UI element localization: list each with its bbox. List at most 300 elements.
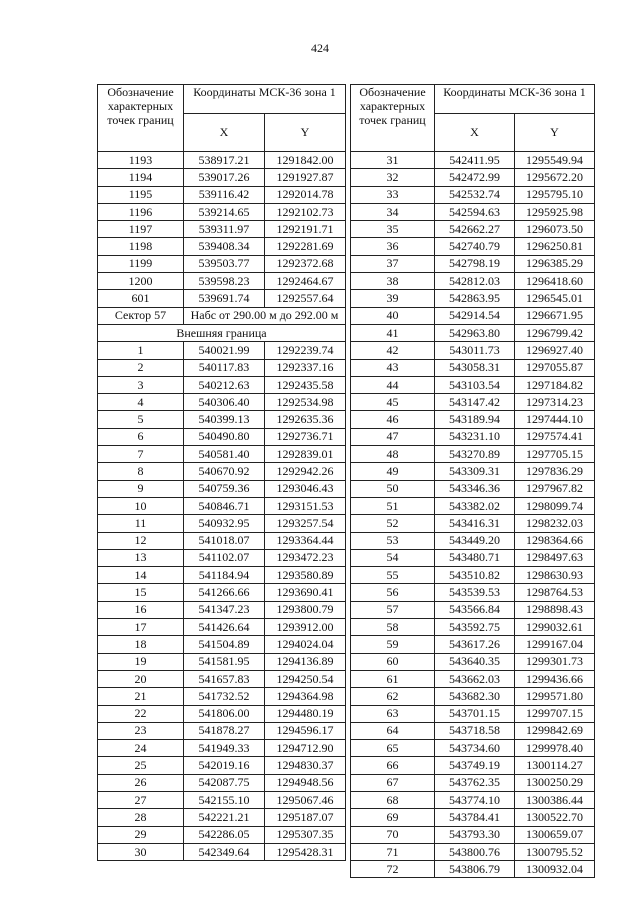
- point-number: 65: [351, 740, 435, 757]
- table-row: [351, 619, 595, 636]
- sector-value: Набс от 290.00 м до 292.00 м: [184, 307, 346, 324]
- y-value: 1295672.20: [515, 169, 595, 186]
- point-number: 63: [351, 705, 435, 722]
- y-value: 1296799.42: [515, 324, 595, 341]
- table-row: [351, 394, 595, 411]
- point-number: 15: [98, 584, 184, 601]
- x-value: 541426.64: [184, 619, 265, 636]
- x-value: 543718.58: [435, 722, 515, 739]
- y-value: 1296073.50: [515, 221, 595, 238]
- x-value: 540759.36: [184, 480, 265, 497]
- point-number: 58: [351, 619, 435, 636]
- y-value: 1293257.54: [265, 515, 346, 532]
- table-row: [351, 376, 595, 393]
- table-row: [98, 342, 346, 359]
- point-number: 64: [351, 722, 435, 739]
- table-row: [351, 238, 595, 255]
- table-row: [98, 549, 346, 566]
- x-value: 541347.23: [184, 601, 265, 618]
- point-number: 47: [351, 428, 435, 445]
- table-row: [351, 497, 595, 514]
- y-value: 1296385.29: [515, 255, 595, 272]
- x-value: 539408.34: [184, 238, 265, 255]
- table-row: [351, 290, 595, 307]
- y-value: 1297444.10: [515, 411, 595, 428]
- table-row: [351, 826, 595, 843]
- table-row: [351, 203, 595, 220]
- point-number: 16: [98, 601, 184, 618]
- y-value: 1295067.46: [265, 791, 346, 808]
- point-number: 19: [98, 653, 184, 670]
- y-value: 1297967.82: [515, 480, 595, 497]
- y-value: 1297705.15: [515, 446, 595, 463]
- x-value: 543800.76: [435, 843, 515, 860]
- point-number: 33: [351, 186, 435, 203]
- point-number: 54: [351, 549, 435, 566]
- table-row: [351, 843, 595, 860]
- table-row: [98, 411, 346, 428]
- table-row: [98, 843, 346, 860]
- table-row: [98, 515, 346, 532]
- y-value: 1300522.70: [515, 809, 595, 826]
- point-number: 28: [98, 809, 184, 826]
- y-value: 1297055.87: [515, 359, 595, 376]
- y-value: 1298099.74: [515, 497, 595, 514]
- table-row: [98, 567, 346, 584]
- point-number: 37: [351, 255, 435, 272]
- table-row: [98, 705, 346, 722]
- x-value: 539503.77: [184, 255, 265, 272]
- y-value: 1294024.04: [265, 636, 346, 653]
- x-value: 541504.89: [184, 636, 265, 653]
- point-number: 17: [98, 619, 184, 636]
- x-value: 542472.99: [435, 169, 515, 186]
- sector-label: Сектор 57: [98, 307, 184, 324]
- y-value: 1292102.73: [265, 203, 346, 220]
- y-value: 1292635.36: [265, 411, 346, 428]
- y-value: 1299842.69: [515, 722, 595, 739]
- point-number: 1195: [98, 186, 184, 203]
- point-number: 57: [351, 601, 435, 618]
- table-row: [98, 238, 346, 255]
- x-value: 543592.75: [435, 619, 515, 636]
- point-number: 39: [351, 290, 435, 307]
- y-value: 1294364.98: [265, 688, 346, 705]
- table-row: [351, 324, 595, 341]
- table-row: [98, 255, 346, 272]
- x-value: 538917.21: [184, 152, 265, 169]
- x-value: 543617.26: [435, 636, 515, 653]
- point-number: 72: [351, 861, 435, 878]
- table-row: [98, 169, 346, 186]
- coordinates-header: Координаты МСК-36 зона 1: [184, 85, 346, 114]
- y-value: 1294136.89: [265, 653, 346, 670]
- y-value: 1292839.01: [265, 446, 346, 463]
- table-row: [98, 670, 346, 687]
- point-number: 5: [98, 411, 184, 428]
- y-value: 1293800.79: [265, 601, 346, 618]
- point-number: 69: [351, 809, 435, 826]
- point-number: 52: [351, 515, 435, 532]
- table-row: [351, 809, 595, 826]
- table-row: [98, 394, 346, 411]
- x-value: 542812.03: [435, 273, 515, 290]
- table-row: [351, 757, 595, 774]
- point-number: 55: [351, 567, 435, 584]
- x-value: 543566.84: [435, 601, 515, 618]
- table-row: [98, 619, 346, 636]
- y-value: 1294830.37: [265, 757, 346, 774]
- point-number: 61: [351, 670, 435, 687]
- y-value: 1292337.16: [265, 359, 346, 376]
- x-value: 543662.03: [435, 670, 515, 687]
- point-number: 46: [351, 411, 435, 428]
- point-number: 2: [98, 359, 184, 376]
- point-number: 21: [98, 688, 184, 705]
- table-row: [351, 411, 595, 428]
- x-value: 543762.35: [435, 774, 515, 791]
- y-value: 1299707.15: [515, 705, 595, 722]
- x-value: 542019.16: [184, 757, 265, 774]
- x-value: 542349.64: [184, 843, 265, 860]
- table-row: [351, 861, 595, 878]
- x-value: 540212.63: [184, 376, 265, 393]
- point-number: 66: [351, 757, 435, 774]
- point-number: 42: [351, 342, 435, 359]
- outer-border-label: Внешняя граница: [98, 324, 346, 341]
- x-value: 542798.19: [435, 255, 515, 272]
- y-value: 1292191.71: [265, 221, 346, 238]
- x-value: 542221.21: [184, 809, 265, 826]
- x-value: 539311.97: [184, 221, 265, 238]
- x-value: 539214.65: [184, 203, 265, 220]
- point-number: 22: [98, 705, 184, 722]
- y-value: 1298232.03: [515, 515, 595, 532]
- table-row: [351, 428, 595, 445]
- x-value: 541732.52: [184, 688, 265, 705]
- point-number: 23: [98, 722, 184, 739]
- x-value: 541102.07: [184, 549, 265, 566]
- y-value: 1299436.66: [515, 670, 595, 687]
- header-row: [351, 85, 595, 114]
- y-value: 1292736.71: [265, 428, 346, 445]
- x-value: 542532.74: [435, 186, 515, 203]
- x-value: 543011.73: [435, 342, 515, 359]
- y-value: 1296671.95: [515, 307, 595, 324]
- y-value: 1298364.66: [515, 532, 595, 549]
- x-value: 541657.83: [184, 670, 265, 687]
- point-number: 601: [98, 290, 184, 307]
- x-value: 540932.95: [184, 515, 265, 532]
- point-number: 70: [351, 826, 435, 843]
- table-row: [98, 221, 346, 238]
- point-number: 1: [98, 342, 184, 359]
- x-value: 540306.40: [184, 394, 265, 411]
- y-value: 1293472.23: [265, 549, 346, 566]
- point-number: 59: [351, 636, 435, 653]
- point-number: 1194: [98, 169, 184, 186]
- x-value: 542863.95: [435, 290, 515, 307]
- table-row: [351, 653, 595, 670]
- designation-header: Обозначение характерных точек границ: [351, 85, 435, 152]
- table-row: [351, 169, 595, 186]
- table-row: [351, 549, 595, 566]
- x-value: 543784.41: [435, 809, 515, 826]
- point-number: 41: [351, 324, 435, 341]
- y-value: 1300795.52: [515, 843, 595, 860]
- y-value: 1295795.10: [515, 186, 595, 203]
- table-row: [98, 497, 346, 514]
- point-number: 20: [98, 670, 184, 687]
- point-number: 6: [98, 428, 184, 445]
- point-number: 26: [98, 774, 184, 791]
- y-value: 1296927.40: [515, 342, 595, 359]
- table-row: [98, 532, 346, 549]
- point-number: 4: [98, 394, 184, 411]
- x-value: 543382.02: [435, 497, 515, 514]
- y-value: 1300114.27: [515, 757, 595, 774]
- x-value: 543510.82: [435, 567, 515, 584]
- y-value: 1295428.31: [265, 843, 346, 860]
- x-value: 542914.54: [435, 307, 515, 324]
- x-value: 543058.31: [435, 359, 515, 376]
- table-row: [98, 446, 346, 463]
- table-row: [98, 826, 346, 843]
- x-value: 539598.23: [184, 273, 265, 290]
- point-number: 9: [98, 480, 184, 497]
- point-number: 40: [351, 307, 435, 324]
- table-row: [98, 757, 346, 774]
- table-row: [351, 463, 595, 480]
- right-coordinates-table: [350, 84, 595, 878]
- y-value: 1292372.68: [265, 255, 346, 272]
- x-value: 543103.54: [435, 376, 515, 393]
- table-row: [98, 203, 346, 220]
- y-value: 1292557.64: [265, 290, 346, 307]
- x-value: 543793.30: [435, 826, 515, 843]
- point-number: 11: [98, 515, 184, 532]
- table-row: [98, 584, 346, 601]
- point-number: 34: [351, 203, 435, 220]
- table-row: [351, 273, 595, 290]
- y-value: 1300386.44: [515, 791, 595, 808]
- x-value: 543539.53: [435, 584, 515, 601]
- y-value: 1294480.19: [265, 705, 346, 722]
- y-value: 1298630.93: [515, 567, 595, 584]
- y-value: 1295187.07: [265, 809, 346, 826]
- table-row: [351, 515, 595, 532]
- table-row: [98, 428, 346, 445]
- y-value: 1297184.82: [515, 376, 595, 393]
- point-number: 35: [351, 221, 435, 238]
- point-number: 18: [98, 636, 184, 653]
- table-row: [98, 480, 346, 497]
- page-number: 424: [311, 41, 329, 55]
- designation-header: Обозначение характерных точек границ: [98, 85, 184, 152]
- table-row: [351, 221, 595, 238]
- point-number: 44: [351, 376, 435, 393]
- point-number: 1196: [98, 203, 184, 220]
- table-row: [98, 273, 346, 290]
- y-value: 1293912.00: [265, 619, 346, 636]
- table-row: [98, 809, 346, 826]
- point-number: 48: [351, 446, 435, 463]
- x-value: 539116.42: [184, 186, 265, 203]
- table-row: [98, 791, 346, 808]
- table-row: [351, 601, 595, 618]
- table-row: [98, 636, 346, 653]
- point-number: 12: [98, 532, 184, 549]
- table-row: [98, 740, 346, 757]
- point-number: 60: [351, 653, 435, 670]
- table-row: [351, 688, 595, 705]
- x-value: 542594.63: [435, 203, 515, 220]
- y-value: 1292014.78: [265, 186, 346, 203]
- y-value: 1292281.69: [265, 238, 346, 255]
- table-row: [351, 567, 595, 584]
- x-header: X: [184, 114, 265, 152]
- x-value: 542411.95: [435, 152, 515, 169]
- x-value: 542740.79: [435, 238, 515, 255]
- y-value: 1292435.58: [265, 376, 346, 393]
- y-header: Y: [265, 114, 346, 152]
- x-value: 540490.80: [184, 428, 265, 445]
- point-number: 24: [98, 740, 184, 757]
- x-value: 541581.95: [184, 653, 265, 670]
- y-value: 1299167.04: [515, 636, 595, 653]
- table-row: [351, 705, 595, 722]
- point-number: 51: [351, 497, 435, 514]
- y-value: 1300659.07: [515, 826, 595, 843]
- y-value: 1295307.35: [265, 826, 346, 843]
- point-number: 50: [351, 480, 435, 497]
- x-value: 543449.20: [435, 532, 515, 549]
- y-value: 1300932.04: [515, 861, 595, 878]
- table-row: [351, 670, 595, 687]
- outer-border-row: [98, 324, 346, 341]
- y-value: 1293580.89: [265, 567, 346, 584]
- table-row: [98, 653, 346, 670]
- x-value: 543701.15: [435, 705, 515, 722]
- table-row: [98, 722, 346, 739]
- x-value: 543270.89: [435, 446, 515, 463]
- x-value: 541266.66: [184, 584, 265, 601]
- x-value: 540581.40: [184, 446, 265, 463]
- point-number: 45: [351, 394, 435, 411]
- y-value: 1293690.41: [265, 584, 346, 601]
- x-value: 543640.35: [435, 653, 515, 670]
- y-value: 1298497.63: [515, 549, 595, 566]
- table-row: [351, 307, 595, 324]
- x-value: 541878.27: [184, 722, 265, 739]
- table-row: [98, 601, 346, 618]
- y-value: 1294250.54: [265, 670, 346, 687]
- x-value: 543734.60: [435, 740, 515, 757]
- table-row: [98, 186, 346, 203]
- x-value: 542286.05: [184, 826, 265, 843]
- x-value: 540846.71: [184, 497, 265, 514]
- table-row: [98, 688, 346, 705]
- x-value: 541184.94: [184, 567, 265, 584]
- point-number: 71: [351, 843, 435, 860]
- table-row: [351, 186, 595, 203]
- point-number: 38: [351, 273, 435, 290]
- point-number: 1193: [98, 152, 184, 169]
- y-value: 1296545.01: [515, 290, 595, 307]
- table-row: [98, 359, 346, 376]
- point-number: 1197: [98, 221, 184, 238]
- table-row: [98, 774, 346, 791]
- point-number: 67: [351, 774, 435, 791]
- point-number: 68: [351, 791, 435, 808]
- point-number: 32: [351, 169, 435, 186]
- point-number: 43: [351, 359, 435, 376]
- y-value: 1292534.98: [265, 394, 346, 411]
- table-row: [98, 376, 346, 393]
- point-number: 53: [351, 532, 435, 549]
- y-value: 1297314.23: [515, 394, 595, 411]
- point-number: 8: [98, 463, 184, 480]
- x-value: 541018.07: [184, 532, 265, 549]
- y-value: 1292239.74: [265, 342, 346, 359]
- table-row: [98, 290, 346, 307]
- y-value: 1299978.40: [515, 740, 595, 757]
- x-value: 543147.42: [435, 394, 515, 411]
- table-row: [351, 342, 595, 359]
- x-value: 542087.75: [184, 774, 265, 791]
- point-number: 7: [98, 446, 184, 463]
- table-row: [351, 636, 595, 653]
- x-value: 543682.30: [435, 688, 515, 705]
- point-number: 10: [98, 497, 184, 514]
- left-coordinates-table: [97, 84, 346, 861]
- point-number: 56: [351, 584, 435, 601]
- table-row: [351, 532, 595, 549]
- y-value: 1296250.81: [515, 238, 595, 255]
- y-header: Y: [515, 114, 595, 152]
- y-value: 1298764.53: [515, 584, 595, 601]
- point-number: 1199: [98, 255, 184, 272]
- point-number: 1198: [98, 238, 184, 255]
- x-value: 543480.71: [435, 549, 515, 566]
- x-value: 542155.10: [184, 791, 265, 808]
- table-row: [351, 255, 595, 272]
- y-value: 1292464.67: [265, 273, 346, 290]
- y-value: 1296418.60: [515, 273, 595, 290]
- point-number: 14: [98, 567, 184, 584]
- point-number: 29: [98, 826, 184, 843]
- table-row: [351, 359, 595, 376]
- x-value: 543231.10: [435, 428, 515, 445]
- x-value: 539017.26: [184, 169, 265, 186]
- table-row: [351, 740, 595, 757]
- point-number: 30: [98, 843, 184, 860]
- x-header: X: [435, 114, 515, 152]
- y-value: 1294948.56: [265, 774, 346, 791]
- table-row: [98, 463, 346, 480]
- y-value: 1299571.80: [515, 688, 595, 705]
- y-value: 1299301.73: [515, 653, 595, 670]
- x-value: 541806.00: [184, 705, 265, 722]
- table-row: [351, 480, 595, 497]
- point-number: 13: [98, 549, 184, 566]
- y-value: 1293046.43: [265, 480, 346, 497]
- x-value: 540021.99: [184, 342, 265, 359]
- y-value: 1297574.41: [515, 428, 595, 445]
- table-row: [351, 584, 595, 601]
- x-value: 541949.33: [184, 740, 265, 757]
- y-value: 1293364.44: [265, 532, 346, 549]
